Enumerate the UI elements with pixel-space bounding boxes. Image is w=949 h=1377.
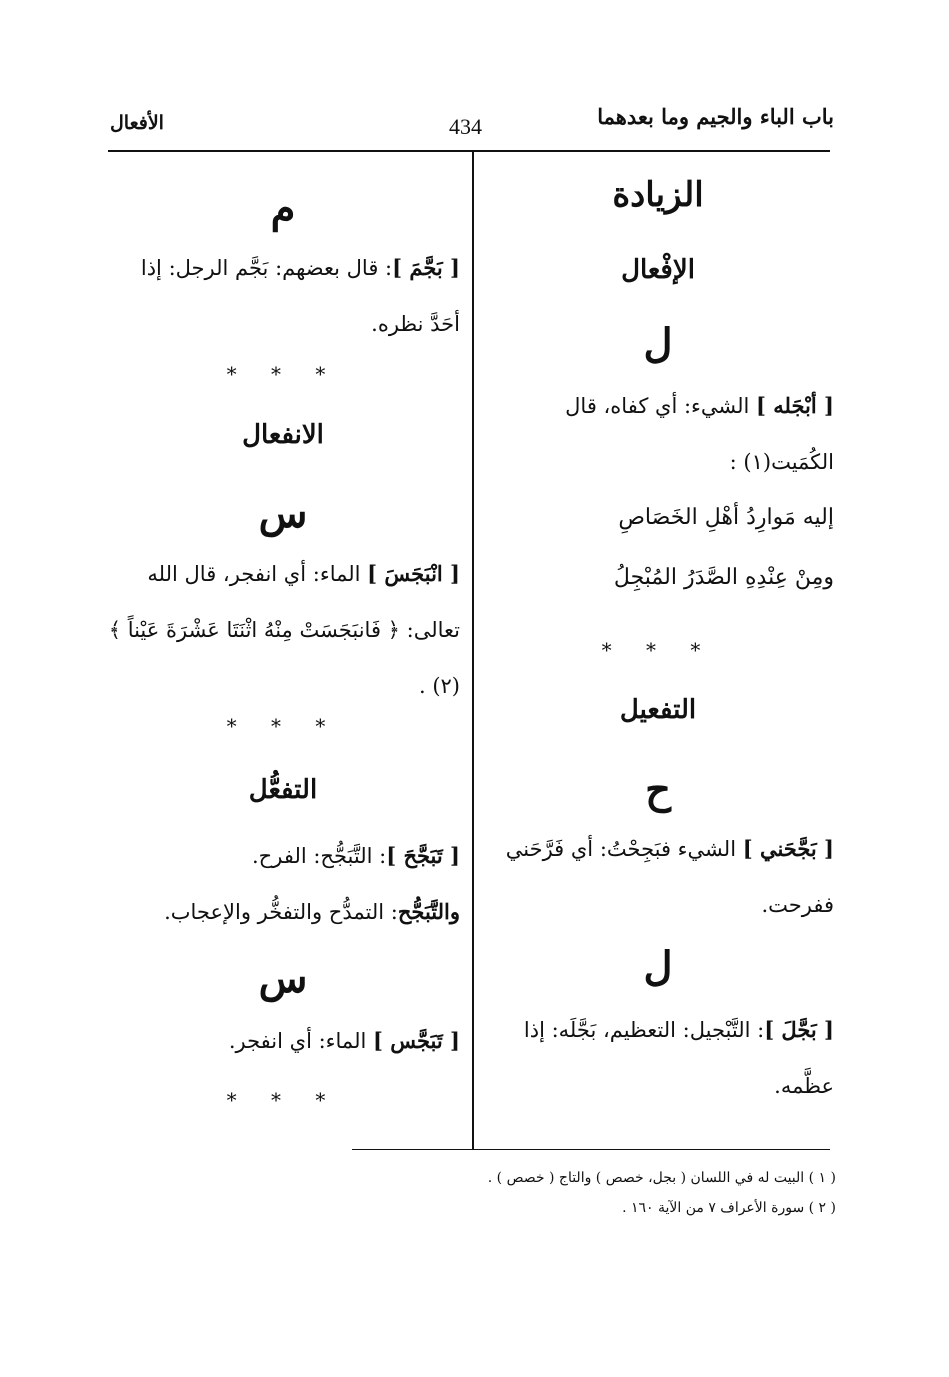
footnote-2: ( ٢ ) سورة الأعراف ٧ من الآية ١٦٠ .: [622, 1200, 836, 1216]
entry-headword: [ بَجَّحَني ]: [742, 836, 834, 861]
entry-bajjama: [106, 240, 460, 352]
letter-lam-1: ل: [643, 320, 673, 367]
entry-text: : قال بعضهم: بَجَّم الرجل: إذا أحَدَّ نظره.: [140, 256, 460, 336]
letter-mim: م: [270, 185, 296, 232]
verse-line-2: ومِنْ عِنْدِهِ الصَّدَرُ المُبْجِلُ: [613, 565, 834, 590]
entry-text: الماء: أي انفجر.: [228, 1029, 373, 1053]
entry-abjalahu: [482, 378, 834, 490]
letter-sin-2: س: [258, 955, 308, 1002]
entry-text: الشيء فبَجِحْتُ: أي فَرَّحَني ففرحت.: [505, 837, 834, 917]
entry-headword: [ تَبَجَّحَ ]: [386, 843, 460, 868]
entry-headword: [ أبْجَله ]: [756, 393, 834, 418]
entry-text: : التمدُّح والتفخُّر والإعجاب.: [164, 900, 398, 924]
heading-ziyada: الزيادة: [612, 175, 704, 215]
heading-tafaul: التفعُّل: [248, 775, 318, 805]
separator-stars: * * *: [226, 362, 340, 386]
separator-stars: * * *: [226, 1088, 340, 1112]
entry-headword: [ بَجَّلَ ]: [764, 1017, 834, 1042]
entry-tabajjuh: [106, 884, 460, 940]
entry-tabajjasa: [106, 1013, 460, 1069]
entry-headword: [ انْبَجَسَ ]: [367, 561, 460, 586]
entry-bajjahani: [482, 821, 834, 933]
letter-lam-2: ل: [643, 943, 673, 990]
section-title: الأفعال: [110, 112, 164, 134]
heading-tafil: التفعيل: [619, 695, 697, 725]
entry-inbajasa: [106, 546, 460, 714]
entry-tabajjaha: [106, 828, 460, 884]
separator-stars: * * *: [226, 714, 340, 738]
footnote-rule: [352, 1149, 830, 1150]
column-divider: [472, 152, 474, 1149]
entry-bajjala: [482, 1002, 834, 1114]
heading-ifal: الإفْعال: [621, 255, 695, 285]
entry-text: الماء: أي انفجر، قال الله تعالى: ﴿ فَانبَجَسَتْ مِنْهُ اثْنَتَا عَشْرَةَ عَيْناً ﴾(٢) .: [108, 562, 460, 698]
entry-text: : التَّبَجُّح: الفرح.: [252, 844, 387, 868]
entry-text: : التَّبْجيل: التعظيم، بَجَّلَه: إذا عظَّمه.: [523, 1018, 834, 1098]
separator-stars: * * *: [601, 638, 715, 662]
footnote-1: ( ١ ) البيت له في اللسان ( بجل، خصص ) والتاج ( خصص ) .: [487, 1170, 836, 1186]
verse-line-1: إليه مَوارِدُ أهْلِ الخَصَاصِ: [618, 505, 834, 530]
letter-ha: ح: [645, 766, 671, 813]
entry-headword: [ بَجَّمَ ]: [392, 255, 460, 280]
letter-sin-1: س: [258, 490, 308, 537]
entry-headword: والتَّبَجُّح: [397, 899, 460, 924]
entry-headword: [ تَبَجَّس ]: [372, 1028, 460, 1053]
chapter-title: باب الباء والجيم وما بعدهما: [597, 104, 834, 129]
header-rule: [108, 150, 830, 152]
entry-text: الشيء: أي كفاه، قال الكُمَيت(١) :: [565, 394, 834, 474]
page-number: 434: [449, 114, 482, 139]
heading-infial: الانفعال: [242, 420, 324, 450]
